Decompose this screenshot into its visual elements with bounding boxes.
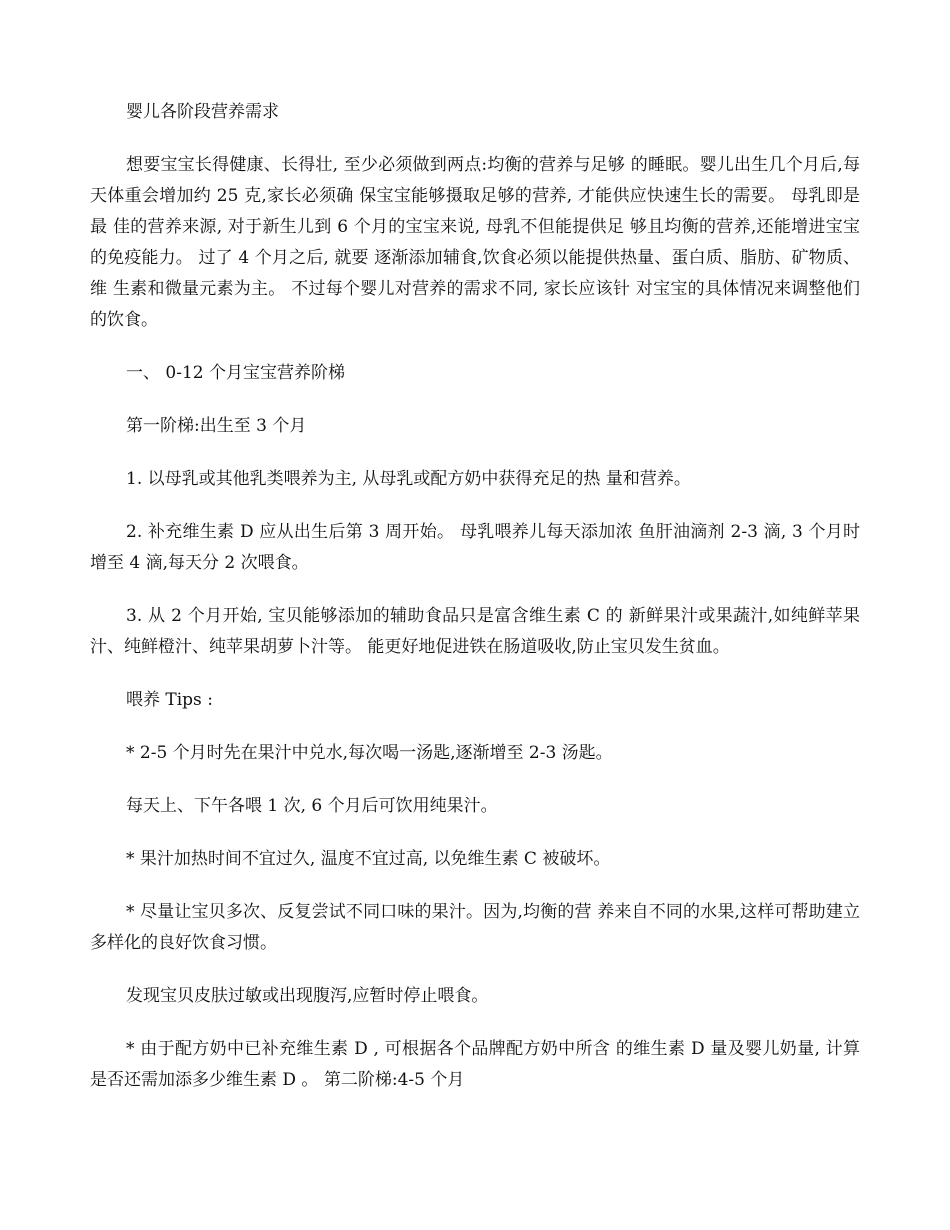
tip-item: 发现宝贝皮肤过敏或出现腹泻,应暂时停止喂食。	[126, 986, 489, 1006]
tip-item: 每天上、下午各喂 1 次, 6 个月后可饮用纯果汁。	[126, 796, 498, 816]
section-heading: 一、 0-12 个月宝宝营养阶梯	[126, 363, 345, 383]
tip-item: * 2-5 个月时先在果汁中兑水,每次喝一汤匙,逐渐增至 2-3 汤匙。	[126, 743, 613, 763]
tip-item: * 由于配方奶中已补充维生素 D , 可根据各个品牌配方奶中所含 的维生素 D 量及婴儿奶量, 计算是否还需加添多少维生素 D 。 第二阶梯:4-5 个月	[90, 1039, 860, 1090]
document-title: 婴儿各阶段营养需求	[126, 102, 279, 122]
list-item-1: 1. 以母乳或其他乳类喂养为主, 从母乳或配方奶中获得充足的热 量和营养。	[126, 469, 691, 489]
intro-paragraph: 想要宝宝长得健康、长得壮, 至少必须做到两点:均衡的营养与足够 的睡眠。婴儿出生几个月后,每天体重会增加约 25 克,家长必须确 保宝宝能够摄取足够的营养, 才能供应快速生长的需要。 母乳即是最 佳的营养来源, 对于新生儿到 6 个月的宝宝来说, 母乳不但能提供足 够且均衡的营养,还能增进宝宝的免疫能力。 过了 4 个月之后, 就要 逐渐添加辅食,饮食必须以能提供热量、蛋白质、脂肪、矿物质、维 生素和微量元素为主。 不过每个婴儿对营养的需求不同, 家长应该针 对宝宝的具体情况来调整他们的饮食。	[90, 155, 860, 330]
tip-item: * 果汁加热时间不宜过久, 温度不宜过高, 以免维生素 C 被破坏。	[126, 849, 611, 869]
tip-item: * 尽量让宝贝多次、反复尝试不同口味的果汁。因为,均衡的营 养来自不同的水果,这样可帮助建立多样化的良好饮食习惯。	[90, 902, 860, 953]
list-item-3: 3. 从 2 个月开始, 宝贝能够添加的辅助食品只是富含维生素 C 的 新鲜果汁或果蔬汁,如纯鲜苹果汁、纯鲜橙汁、纯苹果胡萝卜汁等。 能更好地促进铁在肠道吸收,防止宝贝发生贫血。	[90, 606, 860, 657]
list-item-2: 2. 补充维生素 D 应从出生后第 3 周开始。 母乳喂养儿每天添加浓 鱼肝油滴剂 2-3 滴, 3 个月时增至 4 滴,每天分 2 次喂食。	[90, 522, 860, 573]
stage-heading: 第一阶梯:出生至 3 个月	[126, 416, 307, 436]
tips-heading: 喂养 Tips :	[126, 690, 213, 710]
